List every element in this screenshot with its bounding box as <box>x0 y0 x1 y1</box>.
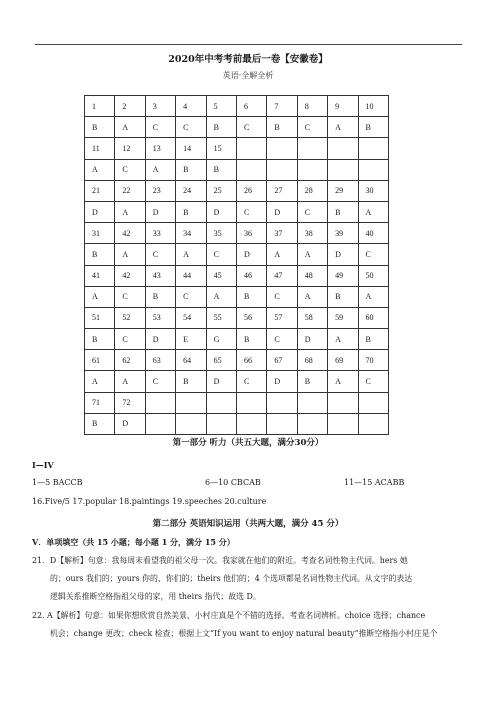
part1-fill-answers: 16.Five/5 17.popular 18.paintings 19.speeches 20.culture <box>32 497 267 506</box>
answer-row <box>85 265 389 286</box>
answer-cell: 60 <box>358 307 388 328</box>
answer-cell: D <box>328 244 358 265</box>
answer-cell: A <box>297 244 327 265</box>
answer-cell: C <box>236 371 266 392</box>
answer-cell: C <box>115 159 145 180</box>
answer-cell: 36 <box>236 223 266 244</box>
answer-cell: 47 <box>267 265 297 286</box>
part1-answer-1: 1—5 BACCB <box>32 478 83 487</box>
answer-cell: A <box>115 117 145 138</box>
answer-cell <box>328 392 358 413</box>
answer-row <box>85 96 389 117</box>
answer-cell <box>267 138 297 159</box>
answer-cell: 43 <box>145 265 175 286</box>
answer-cell: 1 <box>85 96 115 117</box>
answer-cell <box>236 138 266 159</box>
answer-cell: 69 <box>328 350 358 371</box>
answer-cell: A <box>297 286 327 307</box>
answer-cell: 26 <box>236 180 266 201</box>
answer-cell: 3 <box>145 96 175 117</box>
answer-cell <box>328 138 358 159</box>
answer-cell: 66 <box>236 350 266 371</box>
answer-cell: D <box>206 201 236 222</box>
q21-line-2: 的；ours 我们的；yours 你的、你们的；theirs 他们的；4 个选项都是名词性物主代词。从文字的表达 <box>50 574 413 583</box>
answer-cell: 9 <box>328 96 358 117</box>
q22-line-2: 机会；change 更改；check 检查；根据上文“If you want to enjoy natural beauty”推断空格指小村庄是个 <box>50 629 438 638</box>
answer-cell: A <box>358 286 388 307</box>
answer-cell: 2 <box>115 96 145 117</box>
answer-cell: 65 <box>206 350 236 371</box>
answer-cell: B <box>236 329 266 350</box>
answer-cell: A <box>206 286 236 307</box>
answer-cell <box>358 159 388 180</box>
answer-cell <box>297 159 327 180</box>
answer-cell: 8 <box>297 96 327 117</box>
answer-cell: 4 <box>176 96 206 117</box>
answer-row <box>85 159 389 180</box>
answer-cell: 27 <box>267 180 297 201</box>
answer-cell: B <box>85 244 115 265</box>
answer-cell: C <box>206 244 236 265</box>
answer-cell <box>358 413 388 434</box>
answer-cell: A <box>115 371 145 392</box>
answer-row <box>85 392 389 413</box>
answer-cell: B <box>206 117 236 138</box>
answer-cell: 46 <box>236 265 266 286</box>
page-title: 2020年中考考前最后一卷【安徽卷】 <box>168 54 328 65</box>
answer-cell <box>297 392 327 413</box>
answer-cell: 7 <box>267 96 297 117</box>
answer-cell: B <box>358 329 388 350</box>
answer-cell: 52 <box>115 307 145 328</box>
answer-cell: 11 <box>85 138 115 159</box>
answer-cell: D <box>267 371 297 392</box>
answer-cell: B <box>328 286 358 307</box>
answer-cell: A <box>85 371 115 392</box>
answer-cell: 14 <box>176 138 206 159</box>
answer-cell: 6 <box>236 96 266 117</box>
answer-cell: C <box>176 286 206 307</box>
answer-cell: A <box>328 329 358 350</box>
answer-cell: 42 <box>115 223 145 244</box>
answer-cell: B <box>358 117 388 138</box>
answer-cell: D <box>145 201 175 222</box>
answer-cell <box>267 159 297 180</box>
answer-cell: 64 <box>176 350 206 371</box>
answer-cell: 37 <box>267 223 297 244</box>
answer-cell <box>267 413 297 434</box>
answer-cell <box>206 413 236 434</box>
answer-cell: C <box>145 117 175 138</box>
answer-cell <box>206 392 236 413</box>
question-21-explanation <box>32 552 464 606</box>
answer-cell: B <box>267 117 297 138</box>
answer-cell: C <box>297 201 327 222</box>
answer-cell: C <box>236 117 266 138</box>
answer-cell <box>328 159 358 180</box>
answer-cell <box>236 413 266 434</box>
part1-heading: 第一部分 听力（共五大题，满分30分） <box>172 438 324 448</box>
answer-cell: 55 <box>206 307 236 328</box>
answer-cell: C <box>176 117 206 138</box>
answer-cell: C <box>236 201 266 222</box>
answer-cell: D <box>267 201 297 222</box>
q21-line-3: 逻辑关系推断空格指祖父母的家，用 theirs 指代；故选 D。 <box>50 592 261 601</box>
answer-cell: 13 <box>145 138 175 159</box>
answer-cell: C <box>145 371 175 392</box>
answer-cell: B <box>206 159 236 180</box>
answer-cell: 68 <box>297 350 327 371</box>
answer-cell: 25 <box>206 180 236 201</box>
answer-cell: G <box>206 329 236 350</box>
answer-cell: C <box>297 117 327 138</box>
section-v-heading: V．单项填空（共 15 小题；每小题 1 分，满分 15 分） <box>32 537 235 547</box>
answer-cell: 10 <box>358 96 388 117</box>
answer-cell: B <box>328 201 358 222</box>
answer-cell: B <box>85 329 115 350</box>
answer-row <box>85 180 389 201</box>
answer-cell: A <box>85 286 115 307</box>
answer-cell: 62 <box>115 350 145 371</box>
answer-cell <box>297 413 327 434</box>
answer-cell: 71 <box>85 392 115 413</box>
answer-cell: 34 <box>176 223 206 244</box>
answer-cell <box>145 413 175 434</box>
answer-cell: 63 <box>145 350 175 371</box>
answer-cell <box>176 413 206 434</box>
answer-cell: A <box>328 117 358 138</box>
answer-cell: 70 <box>358 350 388 371</box>
answer-row <box>85 138 389 159</box>
answer-cell: 56 <box>236 307 266 328</box>
answer-cell: A <box>267 244 297 265</box>
answer-cell: 51 <box>85 307 115 328</box>
answer-key-table <box>84 95 389 435</box>
answer-cell: 58 <box>297 307 327 328</box>
answer-cell <box>176 392 206 413</box>
answer-cell: D <box>297 329 327 350</box>
answer-cell: 12 <box>115 138 145 159</box>
answer-cell: 40 <box>358 223 388 244</box>
answer-cell: A <box>358 201 388 222</box>
answer-cell: D <box>85 201 115 222</box>
answer-cell: C <box>358 244 388 265</box>
answer-cell: 45 <box>206 265 236 286</box>
answer-cell: 44 <box>176 265 206 286</box>
answer-cell: 59 <box>328 307 358 328</box>
answer-row <box>85 286 389 307</box>
answer-cell: B <box>236 286 266 307</box>
answer-cell: D <box>145 329 175 350</box>
answer-row <box>85 117 389 138</box>
answer-cell: 39 <box>328 223 358 244</box>
answer-cell: B <box>297 371 327 392</box>
answer-cell: A <box>328 371 358 392</box>
answer-cell <box>236 159 266 180</box>
answer-cell: 72 <box>115 392 145 413</box>
answer-cell: 48 <box>297 265 327 286</box>
answer-cell: C <box>115 286 145 307</box>
answer-row <box>85 371 389 392</box>
answer-cell: 28 <box>297 180 327 201</box>
answer-cell <box>145 392 175 413</box>
answer-cell: A <box>145 159 175 180</box>
answer-cell: 49 <box>328 265 358 286</box>
answer-cell: 23 <box>145 180 175 201</box>
answer-cell: 21 <box>85 180 115 201</box>
answer-cell: 50 <box>358 265 388 286</box>
answer-cell: A <box>176 244 206 265</box>
q22-line-1: 22. A【解析】句意：如果你想欣赏自然美景，小村庄真是个不错的选择。考查名词辨析。choice 选择；chance <box>32 611 426 620</box>
answer-cell: 67 <box>267 350 297 371</box>
answer-cell: B <box>145 286 175 307</box>
answer-cell: B <box>176 159 206 180</box>
answer-cell: C <box>267 329 297 350</box>
answer-cell: A <box>115 244 145 265</box>
page-subtitle: 英语·全解全析 <box>222 71 274 80</box>
answer-cell: C <box>358 371 388 392</box>
answer-cell <box>358 392 388 413</box>
answer-row <box>85 201 389 222</box>
answer-row <box>85 413 389 434</box>
part2-heading: 第二部分 英语知识运用（共两大题，满分 45 分） <box>152 519 344 529</box>
answer-cell: B <box>176 371 206 392</box>
answer-cell: 5 <box>206 96 236 117</box>
part1-answer-3: 11—15 ACABB <box>344 478 405 487</box>
answer-cell <box>358 138 388 159</box>
answer-cell: 54 <box>176 307 206 328</box>
answer-cell: A <box>115 201 145 222</box>
answer-cell: B <box>85 117 115 138</box>
answer-cell: 31 <box>85 223 115 244</box>
answer-cell: 29 <box>328 180 358 201</box>
answer-cell: B <box>85 413 115 434</box>
answer-cell: 15 <box>206 138 236 159</box>
answer-row <box>85 307 389 328</box>
q21-line-1: 21．D【解析】句意：我每周末看望我的祖父母一次。我家就在他们的附近。考查名词性物主代词。hers 她 <box>32 556 408 565</box>
answer-cell: 57 <box>267 307 297 328</box>
answer-cell: 33 <box>145 223 175 244</box>
answer-row <box>85 223 389 244</box>
part1-answer-2: 6—10 CBCAB <box>205 478 261 487</box>
answer-cell: D <box>206 371 236 392</box>
header-rule <box>35 44 462 45</box>
answer-cell: D <box>115 413 145 434</box>
answer-cell <box>236 392 266 413</box>
answer-cell: C <box>115 329 145 350</box>
answer-cell: 42 <box>115 265 145 286</box>
answer-cell: 24 <box>176 180 206 201</box>
answer-cell: 38 <box>297 223 327 244</box>
answer-cell: C <box>267 286 297 307</box>
answer-row <box>85 329 389 350</box>
answer-cell: 53 <box>145 307 175 328</box>
answer-cell: 30 <box>358 180 388 201</box>
answer-row <box>85 244 389 265</box>
question-22-explanation <box>32 607 464 643</box>
answer-cell <box>328 413 358 434</box>
answer-cell <box>297 138 327 159</box>
answer-cell: A <box>85 159 115 180</box>
answer-cell: B <box>176 201 206 222</box>
answer-cell: D <box>236 244 266 265</box>
answer-cell: 22 <box>115 180 145 201</box>
answer-cell: E <box>176 329 206 350</box>
answer-cell: 61 <box>85 350 115 371</box>
answer-cell: C <box>145 244 175 265</box>
answer-row <box>85 350 389 371</box>
answer-cell: 41 <box>85 265 115 286</box>
part1-range: I—IV <box>32 460 54 470</box>
answer-cell <box>267 392 297 413</box>
answer-cell: 35 <box>206 223 236 244</box>
